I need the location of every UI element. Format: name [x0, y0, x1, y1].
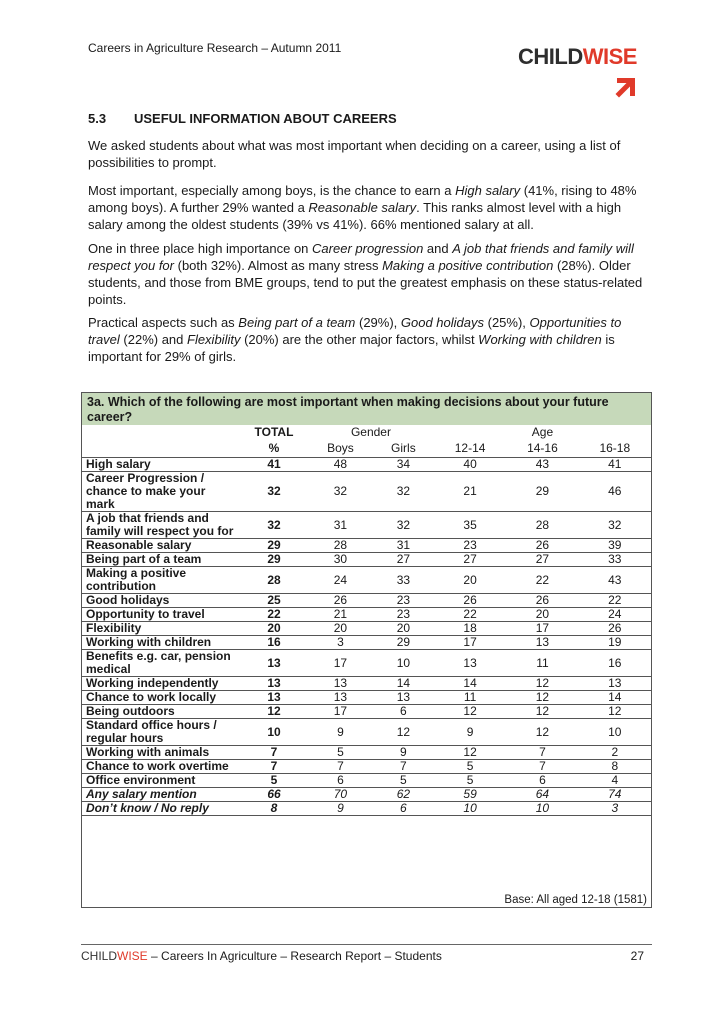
- cell-value: 4: [579, 774, 651, 788]
- cell-value: 62: [373, 788, 434, 802]
- emphasis-text: Career progression: [312, 241, 424, 256]
- cell-total: 66: [240, 788, 308, 802]
- emphasis-text: Working with children: [478, 332, 602, 347]
- table-row: [82, 636, 651, 650]
- col-header-girls: Girls: [373, 440, 434, 458]
- cell-value: 20: [434, 567, 506, 594]
- cell-value: 5: [434, 760, 506, 774]
- paragraph-text: (25%),: [484, 315, 530, 330]
- cell-value: 5: [373, 774, 434, 788]
- results-table: [82, 425, 651, 816]
- cell-total: 29: [240, 539, 308, 553]
- cell-value: 21: [434, 472, 506, 512]
- emphasis-text: Flexibility: [187, 332, 241, 347]
- paragraph-text: One in three place high importance on: [88, 241, 313, 256]
- table-row: [82, 788, 651, 802]
- cell-total: 32: [240, 472, 308, 512]
- cell-total: 13: [240, 677, 308, 691]
- cell-value: 7: [373, 760, 434, 774]
- row-label: Chance to work locally: [82, 691, 240, 705]
- cell-value: 12: [579, 705, 651, 719]
- cell-value: 7: [308, 760, 373, 774]
- paragraph-text: Most important, especially among boys, is the chance to earn a: [88, 183, 456, 198]
- table-row: [82, 539, 651, 553]
- table-row: [82, 719, 651, 746]
- page-footer: [81, 944, 652, 963]
- cell-value: 39: [579, 539, 651, 553]
- cell-value: 10: [373, 650, 434, 677]
- cell-value: 27: [434, 553, 506, 567]
- cell-value: 10: [579, 719, 651, 746]
- header-total: TOTAL: [254, 425, 294, 439]
- table-row: [82, 650, 651, 677]
- emphasis-text: Opportunities to travel: [88, 315, 622, 347]
- cell-value: 11: [506, 650, 578, 677]
- table-row: [82, 746, 651, 760]
- cell-value: 6: [308, 774, 373, 788]
- section-number: 5.3: [88, 111, 107, 126]
- page-number: 27: [630, 949, 644, 963]
- cell-total: 5: [240, 774, 308, 788]
- table-row: [82, 677, 651, 691]
- table-row: [82, 802, 651, 816]
- cell-total: 28: [240, 567, 308, 594]
- cell-value: 23: [434, 539, 506, 553]
- cell-value: 46: [579, 472, 651, 512]
- row-label: Making a positive contribution: [82, 567, 240, 594]
- row-label: Flexibility: [82, 622, 240, 636]
- cell-value: 29: [506, 472, 578, 512]
- cell-value: 17: [308, 705, 373, 719]
- cell-value: 43: [579, 567, 651, 594]
- cell-value: 64: [506, 788, 578, 802]
- col-header-boys: Boys: [308, 440, 373, 458]
- paragraph-progression: [88, 240, 653, 308]
- cell-value: 27: [373, 553, 434, 567]
- row-label: Office environment: [82, 774, 240, 788]
- cell-value: 26: [579, 622, 651, 636]
- cell-value: 12: [506, 719, 578, 746]
- paragraph-intro: We asked students about what was most important when deciding on a career, using a list of possibilities to prompt.: [88, 138, 621, 170]
- cell-value: 6: [373, 802, 434, 816]
- cell-total: 41: [240, 458, 308, 472]
- paragraph-text: (both 32%). Almost as many stress: [174, 258, 383, 273]
- cell-value: 20: [373, 622, 434, 636]
- cell-total: 25: [240, 594, 308, 608]
- cell-value: 14: [434, 677, 506, 691]
- cell-value: 41: [579, 458, 651, 472]
- cell-value: 19: [579, 636, 651, 650]
- col-header-14-16: 14-16: [506, 440, 578, 458]
- table-question-title: 3a. Which of the following are most important when making decisions about your future career?: [82, 393, 651, 425]
- cell-value: 13: [308, 677, 373, 691]
- cell-value: 21: [308, 608, 373, 622]
- cell-value: 22: [434, 608, 506, 622]
- cell-value: 13: [579, 677, 651, 691]
- cell-value: 26: [506, 594, 578, 608]
- cell-value: 26: [434, 594, 506, 608]
- row-label: A job that friends and family will respect you for: [82, 512, 240, 539]
- cell-value: 28: [506, 512, 578, 539]
- cell-value: 28: [308, 539, 373, 553]
- cell-value: 7: [506, 746, 578, 760]
- paragraph-text: . This ranks almost level with a high salary among the oldest students (39% vs 41%). 66% mentioned salary at all.: [88, 200, 622, 232]
- paragraph-practical: [88, 314, 653, 365]
- cell-total: 10: [240, 719, 308, 746]
- cell-value: 17: [308, 650, 373, 677]
- cell-value: 20: [308, 622, 373, 636]
- cell-value: 24: [579, 608, 651, 622]
- cell-value: 3: [579, 802, 651, 816]
- cell-value: 13: [373, 691, 434, 705]
- footer-brand-child: CHILD: [81, 949, 118, 963]
- footer-text: – Careers In Agriculture – Research Report – Students: [147, 949, 442, 963]
- paragraph-text: (29%),: [355, 315, 401, 330]
- cell-value: 17: [434, 636, 506, 650]
- cell-value: 10: [434, 802, 506, 816]
- paragraph-text: (22%) and: [119, 332, 187, 347]
- paragraph-text: Practical aspects such as: [88, 315, 239, 330]
- cell-value: 32: [373, 512, 434, 539]
- paragraph-text: (41%, rising to 48% among boys). A further 29% wanted a: [88, 183, 637, 215]
- cell-value: 8: [579, 760, 651, 774]
- cell-value: 33: [373, 567, 434, 594]
- table-row: [82, 512, 651, 539]
- table-group-header-row: [82, 425, 651, 440]
- table-row: [82, 553, 651, 567]
- cell-value: 14: [373, 677, 434, 691]
- row-label: Career Progression / chance to make your mark: [82, 472, 240, 512]
- table-column-header-row: [82, 440, 651, 458]
- cell-value: 17: [506, 622, 578, 636]
- cell-value: 6: [373, 705, 434, 719]
- table-row: [82, 567, 651, 594]
- cell-value: 29: [373, 636, 434, 650]
- footer-brand-wise: WISE: [117, 949, 148, 963]
- cell-value: 12: [434, 746, 506, 760]
- cell-value: 6: [506, 774, 578, 788]
- cell-value: 33: [579, 553, 651, 567]
- cell-value: 12: [373, 719, 434, 746]
- table-row: [82, 608, 651, 622]
- table-row: [82, 594, 651, 608]
- paragraph-text: is important for 29% of girls.: [88, 332, 615, 364]
- row-label: Good holidays: [82, 594, 240, 608]
- row-label: Opportunity to travel: [82, 608, 240, 622]
- row-label: Benefits e.g. car, pension medical: [82, 650, 240, 677]
- cell-value: 12: [506, 705, 578, 719]
- col-header-16-18: 16-18: [579, 440, 651, 458]
- row-label: Being part of a team: [82, 553, 240, 567]
- cell-value: 26: [506, 539, 578, 553]
- cell-value: 3: [308, 636, 373, 650]
- emphasis-text: Good holidays: [400, 315, 485, 330]
- section-title: USEFUL INFORMATION ABOUT CAREERS: [134, 111, 397, 126]
- cell-total: 32: [240, 512, 308, 539]
- cell-value: 13: [434, 650, 506, 677]
- cell-value: 16: [579, 650, 651, 677]
- paragraph-salary: [88, 182, 653, 233]
- emphasis-text: Being part of a team: [238, 315, 356, 330]
- cell-value: 74: [579, 788, 651, 802]
- cell-value: 31: [373, 539, 434, 553]
- cell-value: 22: [579, 594, 651, 608]
- row-label: Working independently: [82, 677, 240, 691]
- arrow-up-right-icon: [611, 68, 645, 102]
- table-row: [82, 705, 651, 719]
- cell-total: 7: [240, 746, 308, 760]
- header-gender: Gender: [350, 425, 391, 439]
- cell-value: 18: [434, 622, 506, 636]
- cell-value: 13: [506, 636, 578, 650]
- cell-value: 48: [308, 458, 373, 472]
- cell-value: 23: [373, 608, 434, 622]
- cell-value: 32: [308, 472, 373, 512]
- cell-value: 35: [434, 512, 506, 539]
- row-label: Being outdoors: [82, 705, 240, 719]
- cell-value: 10: [506, 802, 578, 816]
- cell-value: 7: [506, 760, 578, 774]
- cell-total: 13: [240, 650, 308, 677]
- emphasis-text: A job that friends and family will respect you for: [88, 241, 634, 273]
- cell-total: 13: [240, 691, 308, 705]
- table-row: [82, 691, 651, 705]
- row-label: Working with animals: [82, 746, 240, 760]
- table-row: [82, 760, 651, 774]
- cell-value: 5: [434, 774, 506, 788]
- paragraph-text: (20%) are the other major factors, whilst: [240, 332, 479, 347]
- row-label: Any salary mention: [82, 788, 240, 802]
- table-row: [82, 774, 651, 788]
- cell-value: 5: [308, 746, 373, 760]
- row-label: Chance to work overtime: [82, 760, 240, 774]
- cell-value: 70: [308, 788, 373, 802]
- cell-value: 20: [506, 608, 578, 622]
- cell-value: 32: [579, 512, 651, 539]
- results-table-box: [81, 392, 652, 908]
- logo-word-wise: WISE: [582, 44, 637, 69]
- base-note: Base: All aged 12-18 (1581): [504, 894, 647, 906]
- cell-value: 12: [434, 705, 506, 719]
- cell-total: 22: [240, 608, 308, 622]
- childwise-logo: [518, 44, 648, 104]
- cell-value: 12: [506, 691, 578, 705]
- cell-value: 2: [579, 746, 651, 760]
- cell-value: 9: [373, 746, 434, 760]
- col-header-12-14: 12-14: [434, 440, 506, 458]
- emphasis-text: Reasonable salary: [308, 200, 417, 215]
- col-header-percent: %: [240, 440, 308, 458]
- running-header: Careers in Agriculture Research – Autumn 2011: [88, 41, 342, 55]
- cell-total: 12: [240, 705, 308, 719]
- cell-total: 20: [240, 622, 308, 636]
- cell-value: 14: [579, 691, 651, 705]
- cell-total: 8: [240, 802, 308, 816]
- cell-value: 30: [308, 553, 373, 567]
- header-age: Age: [531, 425, 554, 439]
- cell-value: 34: [373, 458, 434, 472]
- emphasis-text: High salary: [455, 183, 521, 198]
- cell-total: 16: [240, 636, 308, 650]
- row-label: Reasonable salary: [82, 539, 240, 553]
- section-heading: [88, 111, 397, 126]
- cell-value: 12: [506, 677, 578, 691]
- cell-value: 9: [308, 802, 373, 816]
- row-label: Standard office hours / regular hours: [82, 719, 240, 746]
- cell-value: 59: [434, 788, 506, 802]
- cell-value: 24: [308, 567, 373, 594]
- logo-word-child: CHILD: [518, 44, 583, 69]
- cell-value: 26: [308, 594, 373, 608]
- table-row: [82, 458, 651, 472]
- cell-total: 29: [240, 553, 308, 567]
- cell-total: 7: [240, 760, 308, 774]
- cell-value: 32: [373, 472, 434, 512]
- cell-value: 11: [434, 691, 506, 705]
- cell-value: 31: [308, 512, 373, 539]
- cell-value: 9: [308, 719, 373, 746]
- row-label: Working with children: [82, 636, 240, 650]
- row-label: High salary: [82, 458, 240, 472]
- cell-value: 13: [308, 691, 373, 705]
- cell-value: 23: [373, 594, 434, 608]
- paragraph-text: (28%). Older students, and those from BME groups, tend to put the greatest emphasis on these status-related points.: [88, 258, 643, 307]
- cell-value: 43: [506, 458, 578, 472]
- cell-value: 27: [506, 553, 578, 567]
- table-row: [82, 472, 651, 512]
- cell-value: 22: [506, 567, 578, 594]
- paragraph-text: and: [423, 241, 453, 256]
- row-label: Don’t know / No reply: [82, 802, 240, 816]
- emphasis-text: Making a positive contribution: [382, 258, 554, 273]
- cell-value: 9: [434, 719, 506, 746]
- table-row: [82, 622, 651, 636]
- cell-value: 40: [434, 458, 506, 472]
